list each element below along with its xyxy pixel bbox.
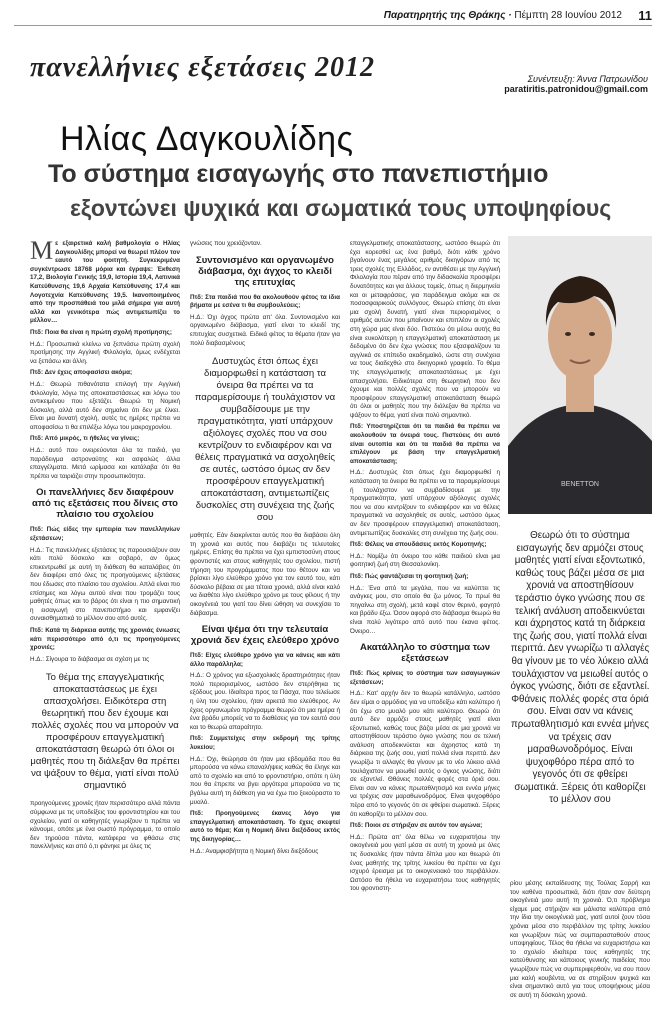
qa-item: Πτδ: Ποια θα είναι η πρώτη σχολή προτίμησης; <box>30 328 172 336</box>
body-paragraph: προηγούμενες χρονιές ήταν περισσότερο αλλά πάντα σύμφωνα με τις υποδείξεις του φροντιστηρίου και του σχολείου, γιατί οι καθηγητές γνωρίζουν τι πρέπει να κάνουμε, οπότε με ένα σωστό πρόγραμμα, το οποίο δεν τηρούσα πάντα, κατάφερα να φθάσω στις πανελλήνιες και από ό,τι φάνηκε με όλες τις <box>30 800 180 851</box>
article-column-4 <box>510 880 650 1000</box>
body-paragraph: ρίου μέσης εκπαίδευσης της Τούλας Σαρρή και τον καθένα προσωπικά, διότι ήταν σαν δεύτερη οικογένειά μου αυτή τη χρονιά. Ό,τι πρόβλημα είχαμε μας στήριζαν και μάλιστα καλύτερα από την ίδια την οικογένειά μας, γιατί αυτοί ζουν τόσα χρόνια μέσα στο περιβάλλον της τρίτης λυκείου και γνωρίζουν πώς να συμπαρασταθούν στους υποψηφίους. Τέλος θα ήθελα να ευχαριστήσω και το σχολείο ιδιαίτερα τους καθηγητές της κατεύθυνσης και κάποιους γενικής παιδείας που γνωρίζουν πώς να συμπεριφερθούν, να σου πουν μια καλή κουβέντα, να σε στηρίξουν ψυχικά και είναι σημαντικό αυτό για τους υποψήφιους μέσα σε αυτή τη δύσκολη χρονιά. <box>510 880 650 999</box>
qa-item: Πτδ: Δεν έχεις αποφασίσει ακόμα; <box>30 369 133 377</box>
qa-item: Η.Δ.: Θεωρώ πιθανότατα επιλογή την Αγγλική Φιλολογία, λόγω της αποκαταστάσεως και λόγω του αντικειμένου που εξετάζει. Θεωρώ τη Νομική δύσκολη, αλλά αυτό δεν σημαίνει ότι δεν με έλκει. Είναι μια δυνατή σχολή, αυτές τις ημέρες πρέπει να αποφασίσω τι θα επιλέξω λόγω του μακροχρονίου. <box>30 380 180 431</box>
shirt-logo: BENETTON <box>561 481 599 488</box>
paper-name-and-date: Παρατηρητής της Θράκης · Πέμπτη 28 Ιουνίου 2012 <box>383 10 622 21</box>
paper-name: Παρατηρητής της Θράκης <box>383 10 506 21</box>
pull-quote-right: Θεωρώ ότι το σύστημα εισαγωγής δεν αρμόζει στους μαθητές γιατί είναι εξοντωτικό, καθώς τους βάζει μέσα σε μια χρονιά να αποστηθίσουν τεράστιο όγκο γνώσης που σε τελική ανάλυση αποδεικνύεται και άχρηστος κατά τη διάρκεια της ζωής σου, γιατί πολλά είναι περιττά. Δεν γνωρίζω τι αλλαγές θα γίνουν με το νέο λύκειο αλλά τουλάχιστον να μειωθεί αυτός ο όγκος γνώσης, διότι σε εξαντλεί. Φθάνεις πολλές φορές στα όριά σου. Είναι σαν να κάνεις πρωταθλητισμό και εννέα μήνες να τρέχεις σαν μαραθωνοδρόμος. Είναι ψυχοφθόρο πέρα από το γεγονός ότι σε φθείρει σωματικά. Ξέρεις ότι καθορίζει το μέλλον σου <box>510 530 650 806</box>
byline-author: Συνέντευξη: Άννα Πατρωνίδου <box>527 74 648 84</box>
intro-paragraph: Με εξαιρετικά καλή βαθμολογία ο Ηλίας Δαγκουλίδης μπορεί να θεωρεί πλέον τον εαυτό του φοιτητή. Συγκεκριμένα συγκέντρωσε 18768 μόρια και έγραψε: Έκθεση 17,2, Βιολογία Γενικής 19,9, Ιστορία 19,4, Λατινικά Κατεύθυνσης 19,6 Αρχαία Κατεύθυνσης 17,4 και Λογοτεχνία Κατεύθυνσης 19,5. Ικανοποιημένος από την προσπάθειά του μιλά σήμερα για αυτή αλλά και γενικότερα πώς αντιμετωπίζει το μέλλον… <box>30 240 180 325</box>
body-paragraph: επαγγελματικής αποκατάστασης, ωστόσο θεωρώ ότι έχει κορεσθεί ως ένα βαθμό, διότι κάθε χρόνο βγαίνουν ένας μεγάλος αριθμός δικηγόρων από τις τρεις σχολές της Ελλάδος, εν αντιθέσει με την Αγγλική Φιλολογία που πέραν από την διδασκαλία προσφέρει δυνατότητες και για άλλους τομείς, όπως η διερμηνεία και οι μεταφράσεις, για παράδειγμα ακόμα και σε ποσοσφαιρικούς συλλόγους. Θεωρώ επίσης ότι είναι μια σχολή δυνατή, γιατί είναι περιορισμένος ο αριθμός αυτών που μπαίνουν και επιπλέον οι σχολές στη χώρα μας είναι δύο. Πιστεύω ότι μέσω αυτής θα είναι ευκολότερη η επαγγελματική αποκατάσταση με δεδομένο ότι δεν έχω γνώσεις που εξασφαλίζουν τα αγγλικά σε επίπεδο ακαδημαϊκό, ώστε στη συνέχεια να τους διαδεχθώ στο δικηγορικό γραφείο. Το θέμα της επαγγελματικής αποκαταστάσεως με έχει απασχολήσει. Ειδικότερα στη θεωρητική που δεν έχουμε και πολλές σχολές που να μπορούν να προσφέρουν επαγγελματική αποκατάσταση θεωρώ ότι όλοι οι μαθητές που την διάλεξαν θα πρέπει να ψάξουν το θέμα, γιατί είναι πολύ σημαντικό. <box>350 240 500 419</box>
qa-item: Η.Δ.: Τις πανελλήνιες εξετάσεις τις παρουσιάζουν σαν κάτι πολύ δύσκολο και σοβαρό, αν όμως επικεντρωθεί με αυτή τη διάθεση θα καταλάβεις ότι δεν διαφέρει από όλες τις προηγούμενες εξετάσεις που έδωσες στο πλαίσιο του σχολείου. Απλά είναι πιο επίσημες και λόγω αυτού είναι που τρομάζει τους μαθητές όπως και το βάρος ότι είναι η πιο σημαντική η εισαγωγή στο πανεπιστήμιο και εμφανίζει συναισθηματικά το μέλλον σου από αυτές. <box>30 546 180 623</box>
article-column-3 <box>350 240 500 1000</box>
qa-item: Η.Δ.: Νομίζω ότι όνειρο του κάθε παιδιού είναι μια φοιτητική ζωή στη Θεσσαλονίκη. <box>350 552 500 569</box>
portrait-illustration <box>508 236 652 514</box>
qa-item: Πτδ: Θέλεις να σπουδάσεις εκτός Κομοτηνής; <box>350 541 487 549</box>
face <box>548 292 612 380</box>
qa-item: Η.Δ.: Σίγουρα το διάβασμα σε σχέση με τις <box>30 655 150 663</box>
body-paragraph: μαθητές. Εάν διακρίνεται αυτός που θα διαβάσει όλη τη χρονιά και αυτός που διαβάζει τις τελευταίες ημέρες. Επίσης θα πρέπει να έχει εμπιστοσύνη στους φροντιστές και στους καθηγητές του σχολείου, πιστή τήρηση του προγράμματος που του θέτουν και να βρίσκει λίγο ελεύθερο χρόνο για τον εαυτό του, κάτι δύσκολο βέβαια σε μια τέτοια χρονιά, αλλά είναι καλό να διαθέτει λίγο ελεύθερο χρόνο με τους φίλους ή την οικογένειά του γιατί του δίνει ώθηση να συνεχίσει το διάβασμα. <box>190 532 340 617</box>
subheading: Ακατάλληλο το σύστημα των εξετάσεων <box>359 642 491 665</box>
qa-item: Πτδ: Στα παιδιά που θα ακολουθούν φέτος τα ίδια βήματα με εσένα τι θα συμβουλεύεις; <box>190 293 340 310</box>
interviewee-name: Ηλίας Δαγκουλίδης <box>60 120 354 158</box>
qa-item: Πτδ: Υποστηρίζεται ότι τα παιδιά θα πρέπει να ακολουθούν τα όνειρά τους. Πιστεύεις ότι αυτό είναι ουτοπία και ότι τα παιδιά θα πρέπει να επιλέγουν με βάση την επαγγελματική αποκατάσταση; <box>350 423 500 465</box>
subheading: Συντονισμένο και οργανωμένο διάβασμα, όχι άγχος το κλειδί της επιτυχίας <box>196 254 334 288</box>
subheading: Είναι ψέμα ότι την τελευταία χρονιά δεν έχεις ελεύθερο χρόνο <box>190 624 340 647</box>
pull-quote-2: Δυστυχώς έτσι όπως έχει διαμορφωθεί η κατάσταση τα όνειρα θα πρέπει να τα παραμερίσουμε ή τουλάχιστον να συμβαδίσουμε με την πραγματικότητα, γιατί υπάρχουν αξιόλογες σχολές που να σου κεντρίζουν το ενδιαφέρον και να θέλεις πραγματικά να ασχοληθείς σε αυτές, ωστόσο όμως αν δεν προσφέρουν επαγγελματική αποκατάσταση, αντιμετωπίζεις δυσκολίες στη συνέχεια της ζωής σου <box>194 356 336 524</box>
qa-item: Η.Δ.: Δυστυχώς έτσι όπως έχει διαμορφωθεί η κατάσταση τα όνειρα θα πρέπει να τα παραμερίσουμε ή τουλάχιστον να συμβαδίσουμε με την πραγματικότητα, γιατί υπάρχουν αξιόλογες σχολές που να σου κεντρίζουν το ενδιαφέρον και να θέλεις πραγματικά να ασχοληθείς σε αυτές, ωστόσο όμως αν δεν προσφέρουν επαγγελματική αποκατάσταση, αντιμετωπίζεις δυσκολίες στη συνέχεια της ζωής σου. <box>350 469 500 537</box>
headline-main: Το σύστημα εισαγωγής στο πανεπιστήμιο <box>48 160 549 188</box>
pull-quote-1: Το θέμα της επαγγελματικής αποκαταστάσεως με έχει απασχολήσει. Ειδικότερα στη θεωρητική που δεν έχουμε και πολλές σχολές που να μπορούν να προσφέρουν επαγγελματική αποκατάσταση θεωρώ ότι όλοι οι μαθητές που τη διάλεξαν θα πρέπει να ψάξουν το θέμα, γιατί είναι πολύ σημαντικό <box>30 672 180 792</box>
qa-item: Η.Δ.: Πρώτα απ' όλα θέλω να ευχαριστήσω την οικογένειά μου γιατί μέσα σε αυτή τη χρονιά με όλες τις δυσκολίες ήταν πάντα δίπλα μου και θεωρώ ότι ένας μαθητής της τρίτης λυκείου θα πρέπει να έχει ισχυρό έρεισμα με το οικογενειακό του περιβάλλον. Ωστόσο θα ήθελα να ευχαριστήσω τους καθηγητές του φροντιστη- <box>350 833 500 893</box>
qa-item: Η.Δ.: Ο χρόνος για εξωσχολικές δραστηριότητες ήταν πολύ περιορισμένος, ωστόσο δεν στερήθηκα τις εξόδους μου. Ιδιαίτερα προς τα Πάσχα, που τελείωσε η ύλη του σχολείου, ήταν αρκετά πιο ελεύθερος. Αν έχεις οργανωμένο πρόγραμμα θεωρώ ότι μια ημέρα ή ένα βράδυ μπορείς να το διαθέσεις για τον εαυτό σου και το θεωρώ απαραίτητο. <box>190 672 340 731</box>
qa-item: Η.Δ.: Ένα από τα μεγάλα, που να καλύπτει τις ανάγκες μου, στο οποίο θα ζω μόνος. Το πρωί θα πηγαίνω στη σχολή, μετά καφέ στον θερινό, φαγητό και βράδυ έξω. Όσον αφορά στο διάβασμα θεωρώ θα είναι πολύ λιγότερο από αυτό που έκανα φέτος. Όνειρο… <box>350 584 500 635</box>
qa-item: Πτδ: Συμμετείχες στην εκδρομή της τρίτης λυκείου; <box>190 735 340 752</box>
headline-secondary: εξοντώνει ψυχικά και σωματικά τους υποψηφίους <box>70 195 612 221</box>
qa-item: Πτδ: Από μικρός, τι ήθελες να γίνεις; <box>30 435 140 443</box>
neck <box>566 376 594 412</box>
page-header <box>14 6 652 26</box>
qa-item: Η.Δ.: Όχι άγχος πρώτα απ' όλα. Συντονισμένο και οργανωμένο διάβασμα, γιατί είναι το κλειδί της επιτυχίας συσχετικά. Ειδικά φέτος τα θέματα ήταν για πολύ διαβασμένους <box>190 313 340 347</box>
article-column-1 <box>30 240 180 1000</box>
drop-cap: Μ <box>30 240 54 265</box>
byline <box>504 74 648 94</box>
qa-item: Πτδ: Πώς φαντάζεσαι τη φοιτητική ζωή; <box>350 572 469 580</box>
qa-item: Πτδ: Προηγούμενες έκανες λόγο για επαγγελματική αποκατάσταση. Το έχεις σκεφτεί αυτό το θέμα; Και η Νομική δίνει διεξόδους εκτός της δικηγορίας… <box>190 810 340 843</box>
issue-date: Πέμπτη 28 Ιουνίου 2012 <box>514 10 622 21</box>
qa-item: Πτδ: Πώς κρίνεις το σύστημα των εισαγωγικών εξετάσεων; <box>350 670 500 686</box>
article-column-2 <box>190 240 340 1000</box>
subheading: Οι πανελλήνιες δεν διαφέρουν από τις εξετάσεις που δίνεις στο πλαίσιο του σχολείου <box>32 487 178 521</box>
qa-item: Πτδ: Ποιοι σε στήριξαν σε αυτόν τον αγώνα; <box>350 822 483 830</box>
page-number: 11 <box>638 8 652 23</box>
body-paragraph: γνώσεις που χρειάζονταν. <box>190 240 262 247</box>
byline-email[interactable]: paratiritis.patronidou@gmail.com <box>504 84 648 94</box>
qa-item: Η.Δ.: Προσωπικά κλείνω να ξεπνάσω πρώτη σχολή προτίμησης την Αγγλική Φιλολογία, όμως ενδέχεται να ξεπάσω και άλλη. <box>30 340 180 365</box>
interviewee-photo <box>508 236 652 514</box>
qa-item: Πτδ: Πώς είδες την εμπειρία των πανελληνίων εξετάσεων; <box>30 526 180 543</box>
qa-item: Η.Δ.: Αναμφισβήτητα η Νομική δίνει διεξόδους <box>190 847 319 855</box>
left-eye <box>565 332 571 336</box>
qa-item: Η.Δ.: Όχι, θεώρησα ότι ήταν μια εβδομάδα που θα μπορούσα να κάνω επαναλήψεις καθώς θα έληγε και από το σχολείο και από το φροντιστήριο, οπότε η ύλη που θα έπρεπε να βγει αργότερα μπορούσα να τις βγάλω αυτή τη διάθεση για να έχω πιο ξεκούραστο το μυαλό. <box>190 755 340 806</box>
qa-item: Πτδ: Είχες ελεύθερο χρόνο για να κάνεις και κάτι άλλο παράλληλα; <box>190 652 340 668</box>
right-eye <box>589 332 595 336</box>
qa-item: Η.Δ.: αυτό που ονειρεύονται όλα τα παιδιά, για παράδειγμα αστροναύτης και ασφαλώς άλλα επαγγέλματα. Μετά ωρίμασα και κατάλαβα ότι θα πρέπει να ταιριάζει στην προσωπικότητα. <box>30 447 180 480</box>
qa-item: Πτδ: Κατά τη διάρκεια αυτής της χρονιάς ένιωσες κάτι περισσότερο από ό,τι τις προηγούμενες χρονιές; <box>30 626 180 652</box>
section-title: πανελλήνιες εξετάσεις 2012 <box>30 52 375 83</box>
qa-item: Η.Δ.: Κατ' αρχήν δεν το θεωρώ κατάλληλο, ωστόσο δεν είμαι ο αρμόδιος για να υποδείξω κάτι καλύτερο ή ότι έχω στο μυαλό μου κάτι καλύτερο. Θεωρώ ότι αυτό δεν αρμόζει στους μαθητές γιατί είναι εξοντωτικό, καθώς τους βάζει μέσα σε μια χρονιά να αποστηθίσουν τεράστιο όγκο γνώσης που σε τελική ανάλυση αποδεικνύεται και άχρηστος κατά τη διάρκεια της ζωής σου, γιατί πολλά είναι περιττά. Δεν γνωρίζω τι αλλαγές θα γίνουν με το νέο λύκειο αλλά τουλάχιστον να μειωθεί αυτός ο όγκος γνώσης, διότι σε εξαντλεί. Θθάνεις πολλές φορές στα όριά σου. Είναι σαν να κάνεις πρωταθλητισμό και εννέα μήνες να τρέχεις σαν μαραθωνοδρόμος. Είναι ψυχοφθόρο πέρα από το γεγονός ότι σε φθείρει σωματικά. Ξέρεις ότι καθορίζει το μέλλον σου. <box>350 690 500 818</box>
